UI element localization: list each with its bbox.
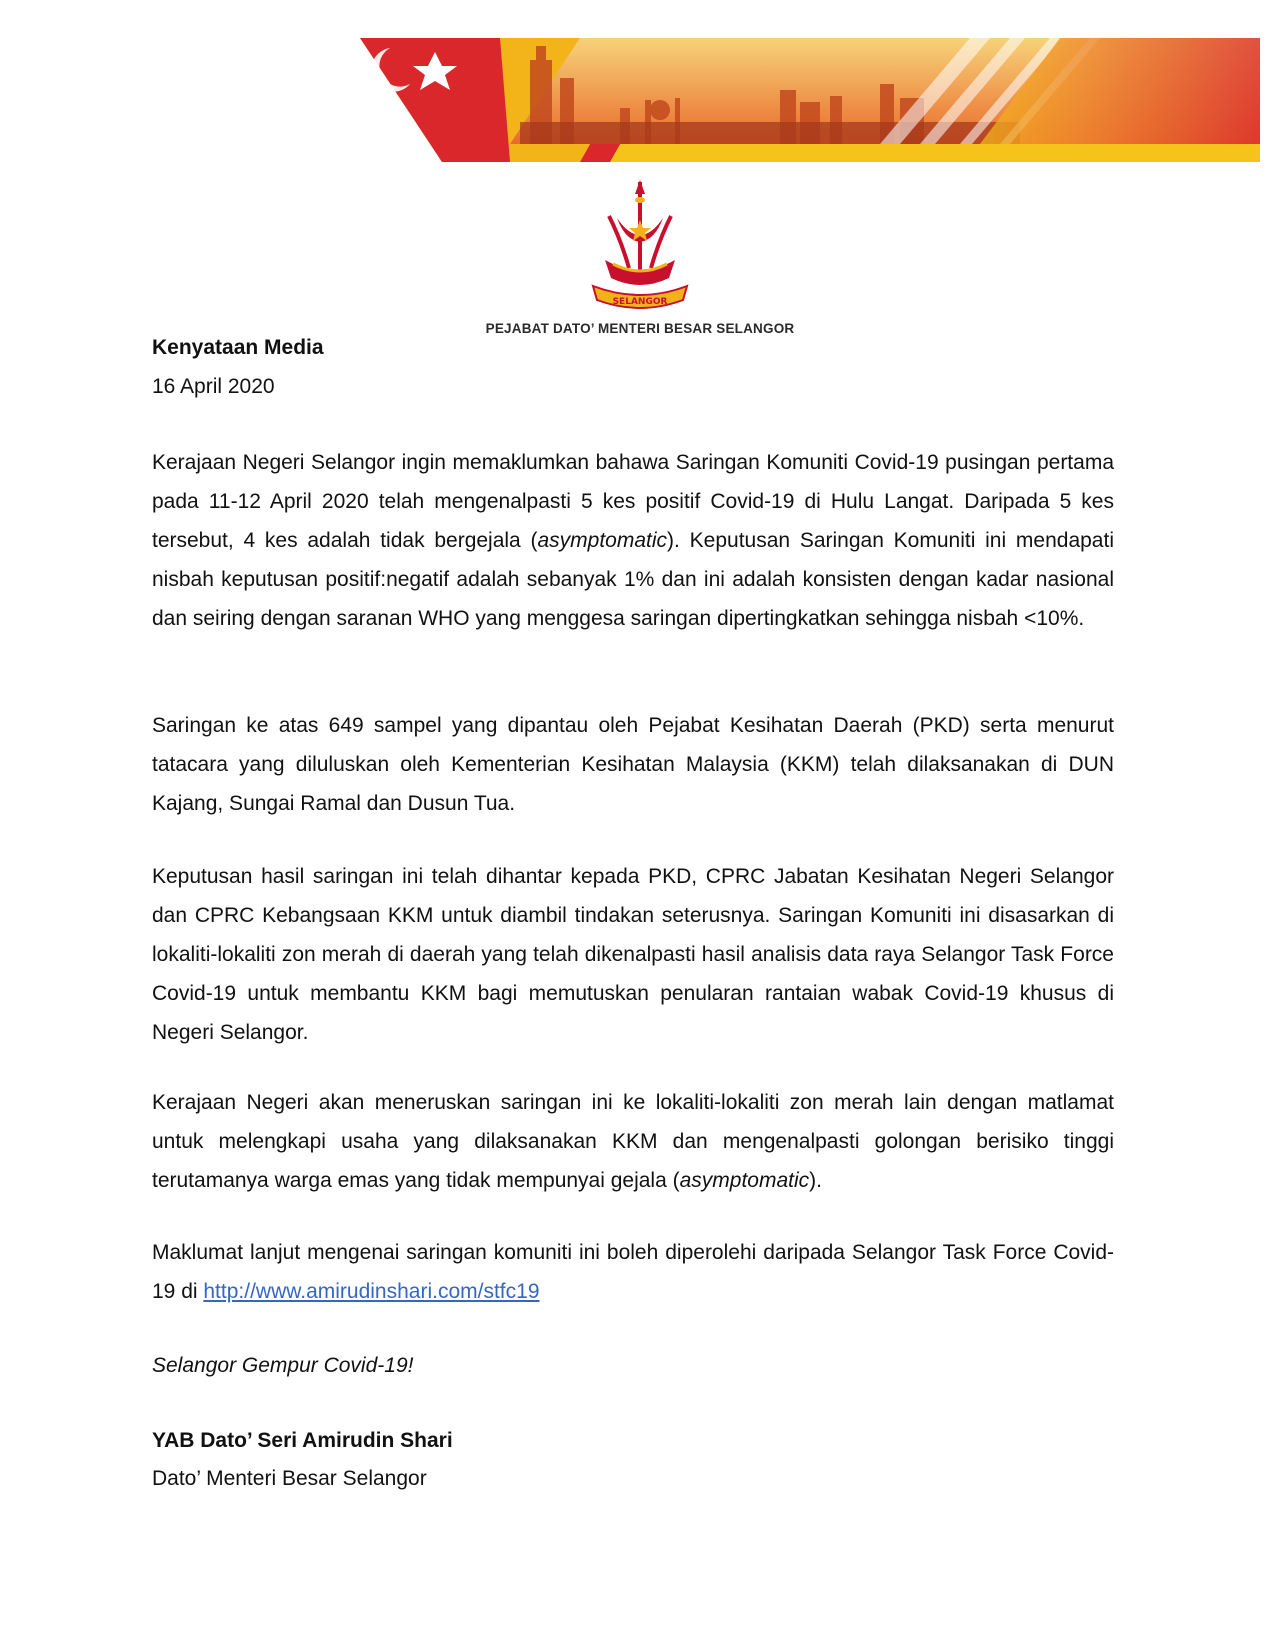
paragraph-2: Saringan ke atas 649 sampel yang dipantau oleh Pejabat Kesihatan Daerah (PKD) serta menurut tatacara yang diluluskan oleh Kementerian Kesihatan Malaysia (KKM) telah dilaksanakan di DUN Kajang, Sungai Ramal dan Dusun Tua. <box>152 714 1114 815</box>
paragraph-4-text-a: Kerajaan Negeri akan meneruskan saringan ini ke lokaliti-lokaliti zon merah lain dengan matlamat untuk melengkapi usaha yang dilaksanakan KKM dan mengenalpasti golongan berisiko tinggi terutamanya warga emas yang tidak mempunyai gejala ( <box>152 1091 1114 1192</box>
paragraph-4-italic: asymptomatic <box>679 1169 810 1192</box>
paragraph-1-italic: asymptomatic <box>537 529 668 552</box>
paragraph-5-text: Maklumat lanjut mengenai saringan komuniti ini boleh diperolehi daripada Selangor Task Force Covid-19 di <box>152 1241 1114 1303</box>
document-date: 16 April 2020 <box>152 375 275 398</box>
paragraph-1-text-a: Kerajaan Negeri Selangor ingin memaklumkan bahawa Saringan Komuniti Covid-19 pusingan pertama pada 11-12 April 2020 telah mengenalpasti 5 kes positif Covid-19 di Hulu Langat. Daripada 5 kes tersebut, 4 kes adalah tidak bergejala ( <box>152 451 1114 552</box>
paragraph-4 <box>152 1083 1114 1200</box>
stfc19-link[interactable]: http://www.amirudinshari.com/stfc19 <box>203 1280 540 1303</box>
slogan: Selangor Gempur Covid-19! <box>152 1354 414 1377</box>
selangor-crest-logo <box>585 180 695 320</box>
document-kind: Kenyataan Media <box>152 336 324 359</box>
paragraph-1-text-b: ). Keputusan Saringan Komuniti ini mendapati nisbah keputusan positif:negatif adalah sebanyak 1% dan ini adalah konsisten dengan kadar nasional dan seiring dengan saranan WHO yang menggesa saringan dipertingkatkan sehingga nisbah <10%. <box>152 529 1114 630</box>
paragraph-3: Keputusan hasil saringan ini telah dihantar kepada PKD, CPRC Jabatan Kesihatan Negeri Selangor dan CPRC Kebangsaan KKM untuk diambil tindakan seterusnya. Saringan Komuniti ini disasarkan di lokaliti-lokaliti zon merah di daerah yang telah dikenalpasti hasil analisis data raya Selangor Task Force Covid-19 untuk membantu KKM bagi memutuskan penularan rantaian wabak Covid-19 khusus di Negeri Selangor. <box>152 865 1114 1044</box>
paragraph-5 <box>152 1233 1114 1311</box>
office-name: PEJABAT DATO’ MENTERI BESAR SELANGOR <box>485 321 795 336</box>
crest-label: SELANGOR <box>612 297 668 307</box>
signatory-name: YAB Dato’ Seri Amirudin Shari <box>152 1429 453 1452</box>
signatory-title: Dato’ Menteri Besar Selangor <box>152 1467 427 1490</box>
paragraph-4-text-b: ). <box>809 1169 822 1192</box>
paragraph-1 <box>152 443 1114 638</box>
header-banner <box>360 38 1260 162</box>
